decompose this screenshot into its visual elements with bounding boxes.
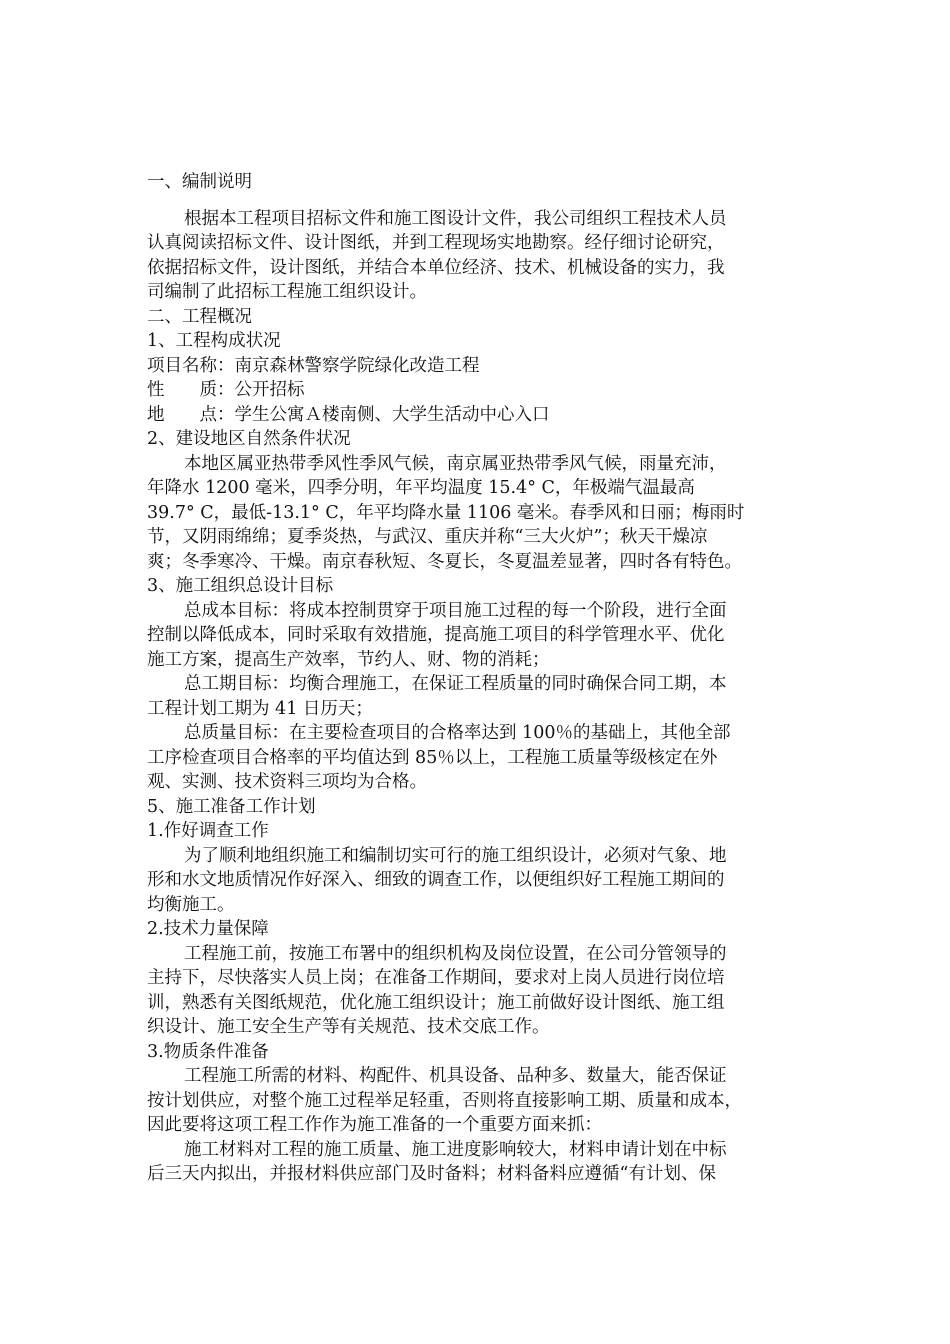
paragraph-line: 总成本目标：将成本控制贯穿于项目施工过程的每一个阶段，进行全面: [184, 600, 727, 621]
paragraph-compilation-notes: [147, 207, 787, 305]
document-body: [147, 170, 787, 1187]
paragraph-line: 工序检查项目合格率的平均值达到 85％以上，工程施工质量等级核定在外: [147, 747, 718, 768]
paragraph-line: 工程计划工期为 41 日历天；: [147, 698, 373, 719]
paragraph-line: 工程施工前，按施工布署中的组织机构及岗位设置，在公司分管领导的: [184, 943, 727, 964]
paragraph-line: 本地区属亚热带季风性季风气候，南京属亚热带季风气候，雨量充沛，: [184, 453, 727, 474]
paragraph-line: 后三天内拟出，并报材料供应部门及时备料；材料备料应遵循“有计划、保: [147, 1164, 716, 1184]
paragraph-schedule-goal: [147, 672, 787, 721]
paragraph-line: 施工材料对工程的施工质量、施工进度影响较大，材料申请计划在中标: [184, 1139, 727, 1160]
paragraph-line: 工程施工所需的材料、构配件、机具设备、品种多、数量大，能否保证: [184, 1066, 727, 1086]
subsection-heading-preparation-plan: 5、施工准备工作计划: [147, 796, 316, 817]
paragraph-line: 施工方案，提高生产效率，节约人、财、物的消耗；: [147, 649, 550, 670]
section-heading-project-overview: 二、工程概况: [147, 306, 252, 327]
item-heading-material-preparation: 3.物质条件准备: [147, 1041, 269, 1062]
project-nature-field: 性 质：公开招标: [147, 380, 305, 400]
spacer: [147, 195, 787, 207]
item-heading-investigation: 1.作好调查工作: [147, 821, 269, 841]
section-heading-compilation-notes: 一、编制说明: [147, 172, 252, 192]
paragraph-quality-goal: [147, 721, 787, 795]
project-name-field: 项目名称：南京森林警察学院绿化改造工程: [147, 355, 480, 376]
paragraph-line: 为了顺利地组织施工和编制切实可行的施工组织设计，必须对气象、地: [184, 845, 727, 866]
paragraph-line: 总工期目标：均衡合理施工，在保证工程质量的同时确保合同工期，本: [184, 674, 727, 694]
paragraph-line: 主持下，尽快落实人员上岗；在准备工作期间，要求对上岗人员进行岗位培: [147, 968, 725, 988]
paragraph-line: 认真阅读招标文件、设计图纸，并到工程现场实地勘察。经仔细讨论研究，: [147, 233, 725, 253]
paragraph-material-plan: [147, 1138, 787, 1187]
paragraph-natural-conditions: [147, 452, 787, 575]
paragraph-line: 依据招标文件，设计图纸，并结合本单位经济、技术、机械设备的实力，我: [147, 257, 725, 278]
paragraph-line: 控制以降低成本，同时采取有效措施，提高施工项目的科学管理水平、优化: [147, 625, 725, 645]
subsection-heading-natural-conditions: 2、建设地区自然条件状况: [147, 429, 351, 449]
paragraph-line: 因此要将这项工程工作作为施工准备的一个重要方面来抓：: [147, 1115, 602, 1135]
paragraph-line: 39.7° C，最低-13.1° C，年平均降水量 1106 毫米。春季风和日丽；梅雨时: [147, 502, 745, 523]
paragraph-line: 均衡施工。: [147, 894, 235, 915]
paragraph-line: 织设计、施工安全生产等有关规范、技术交底工作。: [147, 1017, 550, 1037]
paragraph-cost-goal: [147, 599, 787, 673]
subsection-heading-design-goals: 3、施工组织总设计目标: [147, 576, 334, 596]
paragraph-line: 年降水 1200 毫米，四季分明，年平均温度 15.4° C，年极端气温最高: [147, 478, 695, 498]
paragraph-line: 爽；冬季寒冷、干燥。南京春秋短、冬夏长，冬夏温差显著，四时各有特色。: [147, 551, 742, 572]
paragraph-investigation: [147, 844, 787, 918]
paragraph-line: 观、实测、技术资料三项均为合格。: [147, 772, 427, 792]
item-heading-technical-support: 2.技术力量保障: [147, 919, 269, 939]
paragraph-technical-support: [147, 942, 787, 1040]
paragraph-material-preparation: [147, 1064, 787, 1138]
project-location-field: 地 点：学生公寓Ａ楼南侧、大学生活动中心入口: [147, 404, 550, 425]
paragraph-line: 司编制了此招标工程施工组织设计。: [147, 282, 427, 302]
paragraph-line: 形和水文地质情况作好深入、细致的调查工作，以便组织好工程施工期间的: [147, 870, 725, 890]
paragraph-line: 训，熟悉有关图纸规范，优化施工组织设计；施工前做好设计图纸、施工组: [147, 992, 725, 1013]
paragraph-line: 根据本工程项目招标文件和施工图设计文件，我公司组织工程技术人员: [184, 208, 727, 229]
paragraph-line: 总质量目标：在主要检查项目的合格率达到 100％的基础上，其他全部: [184, 723, 731, 743]
paragraph-line: 节，又阴雨绵绵；夏季炎热，与武汉、重庆并称“三大火炉”；秋天干燥凉: [147, 527, 708, 547]
paragraph-line: 按计划供应，对整个施工过程举足轻重，否则将直接影响工期、质量和成本，: [147, 1090, 742, 1111]
subsection-heading-composition: 1、工程构成状况: [147, 331, 281, 351]
